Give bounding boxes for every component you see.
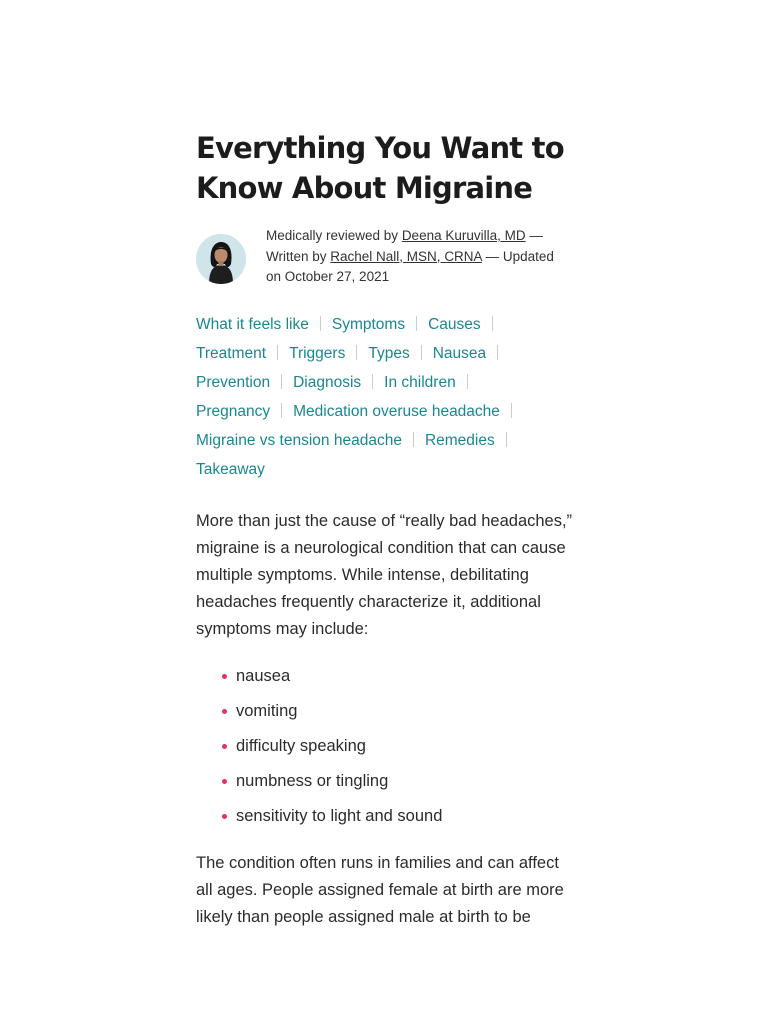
toc-separator: [356, 345, 357, 360]
toc-link-prevention[interactable]: Prevention: [196, 373, 271, 391]
toc-separator: [506, 432, 507, 447]
reviewed-prefix: Medically reviewed by: [266, 228, 402, 243]
toc-separator: [413, 432, 414, 447]
toc-link-takeaway[interactable]: Takeaway: [196, 460, 265, 478]
toc-row: [196, 310, 576, 339]
toc-separator: [277, 345, 278, 360]
table-of-contents: [196, 310, 576, 484]
toc-row: [196, 397, 576, 426]
toc-link-symptoms[interactable]: Symptoms: [331, 315, 406, 333]
intro-paragraph: More than just the cause of “really bad headaches,” migraine is a neurological condition that can cause multiple symptoms. While intense, debilitating headaches frequently characterize it, additional symptoms may include:: [196, 511, 573, 638]
list-item-text: sensitivity to light and sound: [236, 806, 443, 825]
byline-text: [266, 226, 566, 288]
bullet-icon: [222, 744, 227, 749]
toc-separator: [497, 345, 498, 360]
person-avatar-icon: [196, 234, 246, 284]
toc-link-diagnosis[interactable]: Diagnosis: [293, 373, 362, 391]
article: [196, 128, 576, 947]
list-item-text: vomiting: [236, 701, 298, 720]
toc-link-medication-overuse-headache[interactable]: Medication overuse headache: [293, 402, 500, 420]
toc-link-triggers[interactable]: Triggers: [289, 344, 346, 362]
toc-separator: [421, 345, 422, 360]
list-item: [196, 803, 576, 830]
list-item-text: difficulty speaking: [236, 736, 366, 755]
list-item-text: numbness or tingling: [236, 771, 389, 790]
toc-link-remedies[interactable]: Remedies: [424, 431, 495, 449]
toc-link-nausea[interactable]: Nausea: [432, 344, 487, 362]
toc-separator: [511, 403, 512, 418]
updated-date: — Updated on October 27, 2021: [266, 248, 554, 284]
toc-separator: [320, 316, 321, 331]
written-prefix: — Written by: [266, 228, 543, 264]
toc-row: [196, 426, 576, 455]
toc-link-migraine-vs-tension-headache[interactable]: Migraine vs tension headache: [196, 431, 402, 449]
toc-separator: [467, 374, 468, 389]
bullet-icon: [222, 709, 227, 714]
toc-link-types[interactable]: Types: [368, 344, 410, 362]
bullet-icon: [222, 674, 227, 679]
toc-link-causes[interactable]: Causes: [428, 315, 481, 333]
bullet-icon: [222, 814, 227, 819]
author-link[interactable]: Rachel Nall, MSN, CRNA: [330, 248, 482, 264]
reviewer-avatar[interactable]: [196, 234, 246, 284]
symptom-list: [196, 663, 576, 830]
toc-link-treatment[interactable]: Treatment: [196, 344, 267, 362]
toc-separator: [281, 403, 282, 418]
article-title: Everything You Want to Know About Migraine: [196, 131, 564, 205]
list-item: [196, 768, 576, 795]
toc-separator: [372, 374, 373, 389]
reviewer-link[interactable]: Deena Kuruvilla, MD: [401, 228, 526, 243]
toc-separator: [281, 374, 282, 389]
toc-link-pregnancy[interactable]: Pregnancy: [196, 402, 271, 420]
list-item: [196, 663, 576, 690]
list-item-text: nausea: [236, 666, 291, 685]
toc-separator: [416, 316, 417, 331]
byline: [196, 226, 576, 288]
toc-row: [196, 455, 576, 484]
toc-link-what-it-feels-like[interactable]: What it feels like: [196, 315, 309, 333]
bullet-icon: [222, 779, 227, 784]
toc-separator: [492, 316, 493, 331]
list-item: [196, 698, 576, 725]
toc-row: [196, 339, 576, 368]
list-item: [196, 733, 576, 760]
toc-link-in-children[interactable]: In children: [384, 373, 456, 391]
toc-row: [196, 368, 576, 397]
closing-paragraph: The condition often runs in families and can affect all ages. People assigned female at birth are more likely than people assigned male at birth to be: [196, 853, 564, 926]
